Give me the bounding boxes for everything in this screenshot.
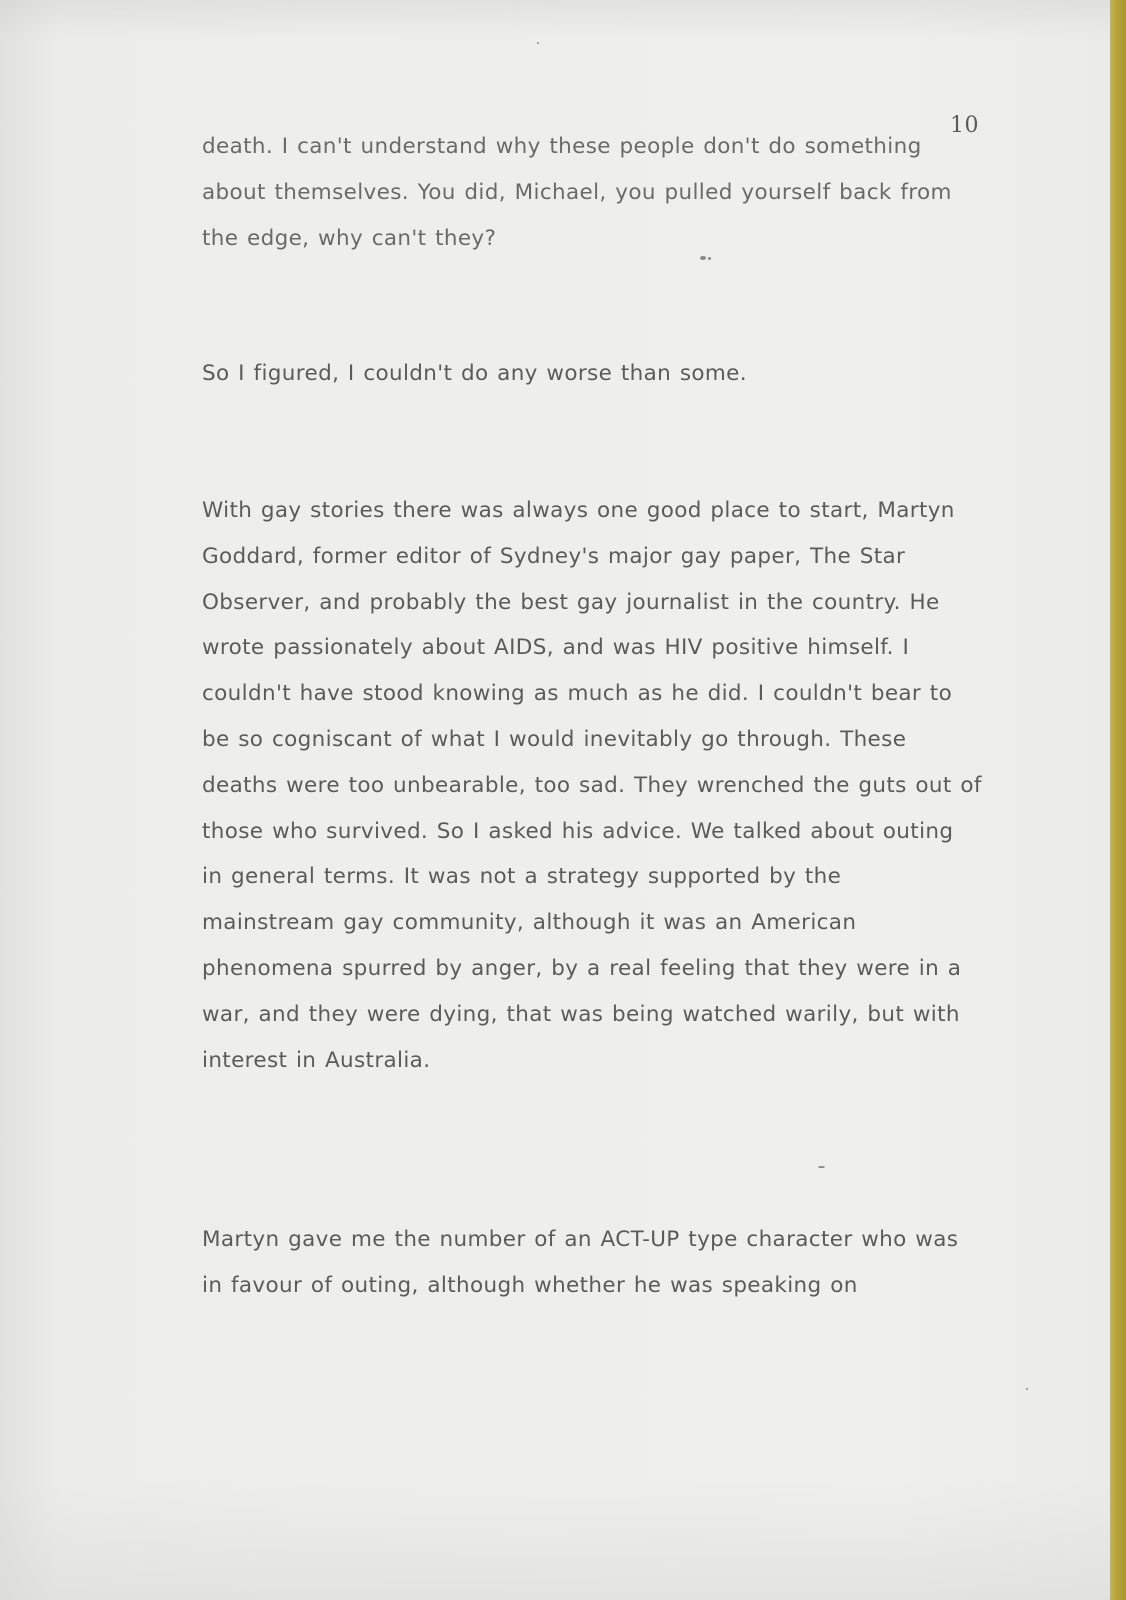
scan-speck [1026, 1388, 1028, 1390]
scan-speck [700, 256, 706, 260]
page-shadow-bottom [0, 1480, 1110, 1600]
scan-speck [537, 42, 539, 44]
page-shadow-top [0, 0, 1110, 40]
page-number: 10 [950, 113, 979, 138]
paragraph-2: So I figured, I couldn't do any worse than some. [202, 361, 747, 386]
scan-speck [818, 1166, 825, 1168]
binding-edge [1110, 0, 1126, 1600]
paragraph-4: Martyn gave me the number of an ACT-UP type character who was in favour of outing, although whether he was speaking on [202, 1227, 959, 1298]
paragraph-3: With gay stories there was always one good place to start, Martyn Goddard, former editor of Sydney's major gay paper, The Star Observer, and probably the best gay journalist in the country. He wrote passionately about AIDS, and was HIV positive himself. I couldn't have stood knowing as much as he did. I couldn't bear to be so cogniscant of what I would inevitably go through. These deaths were too unbearable, too sad. They wrenched the guts out of those who survived. So I asked his advice. We talked about outing in general terms. It was not a strategy supported by the mainstream gay community, although it was an American phenomena spurred by anger, by a real feeling that they were in a war, and they were dying, that was being watched warily, but with interest in Australia. [202, 498, 982, 1073]
scan-speck [708, 257, 711, 260]
paragraph-1: death. I can't understand why these people don't do something about themselves. You did, Michael, you pulled yourself back from the edge, why can't they? [202, 134, 952, 251]
